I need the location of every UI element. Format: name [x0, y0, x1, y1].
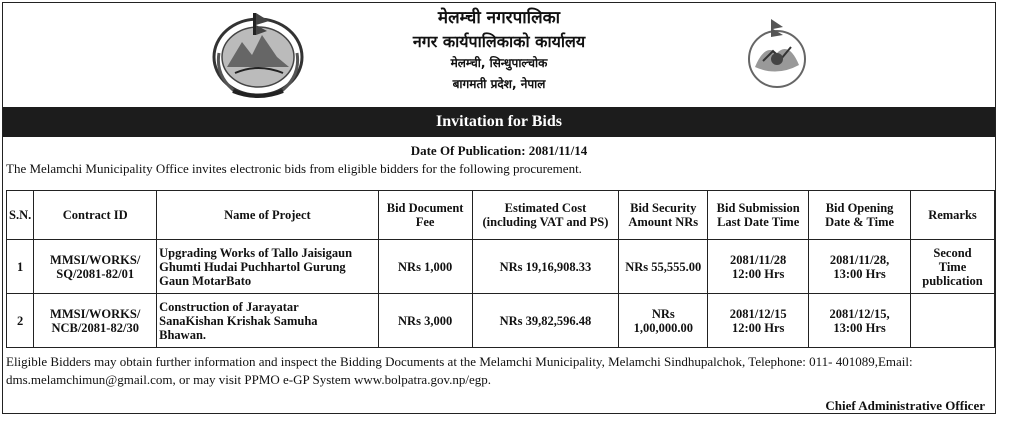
table-header-row	[7, 191, 995, 240]
cell-security	[619, 294, 708, 348]
header-security-line: Amount NRs	[628, 215, 699, 229]
header-cost	[472, 191, 619, 240]
office-name: नगर कार्यपालिकाको कार्यालय	[412, 32, 586, 51]
footer-line: Eligible Bidders may obtain further information and inspect the Bidding Documents at the Melamchi Municipality, Melamchi Sindhupalchok, Telephone: 011- 401089,Email:	[6, 354, 913, 369]
table-row	[7, 240, 995, 294]
header-fee-line: Bid Document	[386, 201, 464, 215]
office-location: मेलम्ची, सिन्धुपाल्चोक	[450, 56, 548, 70]
bids-table	[6, 190, 995, 348]
cell-submission	[708, 240, 809, 294]
header-opening-line: Date & Time	[825, 215, 895, 229]
cell-line: Ghumti Hudai Puchhartol Gurung	[159, 259, 346, 274]
header-submission-line: Bid Submission	[716, 201, 800, 215]
header-security	[619, 191, 708, 240]
cell-line: Bhawan.	[159, 327, 207, 342]
cell-line: 1,00,000.00	[633, 320, 693, 335]
cell-line: Time	[938, 259, 967, 274]
cell-line: 2081/11/28	[730, 252, 787, 267]
cell-line: Gaun MotarBato	[159, 273, 252, 288]
header-cost-line: Estimated Cost	[504, 201, 587, 215]
header-opening-line: Bid Opening	[825, 201, 894, 215]
banner-title: Invitation for Bids	[3, 107, 995, 137]
municipality-logo-icon	[741, 13, 813, 97]
footer-text	[6, 353, 994, 389]
cell-line: SanaKishan Krishak Samuha	[159, 313, 318, 328]
header-sn: S.N.	[7, 191, 34, 240]
header-fee-line: Fee	[415, 215, 435, 229]
cell-remarks	[911, 240, 995, 294]
cell-security	[619, 240, 708, 294]
header-submission	[708, 191, 809, 240]
header-security-line: Bid Security	[630, 201, 697, 215]
cell-contract-id	[34, 240, 157, 294]
cell-line: 12:00 Hrs	[731, 320, 785, 335]
cell-line: 13:00 Hrs	[833, 266, 886, 281]
cell-line: Construction of Jarayatar	[159, 299, 299, 314]
cell-line: Second	[933, 245, 972, 260]
cell-sn: 2	[7, 294, 34, 348]
cell-fee: NRs 1,000	[378, 240, 472, 294]
header-cost-line: (including VAT and PS)	[482, 215, 609, 229]
cell-submission	[708, 294, 809, 348]
header-remarks: Remarks	[911, 191, 995, 240]
cell-line: SQ/2081-82/01	[56, 266, 135, 281]
header-contract-id: Contract ID	[34, 191, 157, 240]
cell-project	[157, 294, 379, 348]
header-opening	[809, 191, 911, 240]
cell-line: 2081/11/28,	[829, 252, 890, 267]
footer-line: dms.melamchimun@gmail.com, or may visit PPMO e-GP System www.bolpatra.gov.np/egp.	[6, 372, 491, 387]
header-fee	[378, 191, 472, 240]
bid-notice	[2, 2, 996, 414]
cell-line: NRs	[651, 306, 675, 321]
municipality-name: मेलम्ची नगरपालिका	[437, 8, 561, 28]
cell-line: MMSI/WORKS/	[50, 306, 141, 321]
cell-line: 13:00 Hrs	[833, 320, 886, 335]
cell-project	[157, 240, 379, 294]
cell-opening	[809, 294, 911, 348]
cell-line: NRs 55,555.00	[625, 259, 702, 274]
table-row	[7, 294, 995, 348]
office-province: बागमती प्रदेश, नेपाल	[452, 77, 546, 91]
header-project: Name of Project	[157, 191, 379, 240]
cell-contract-id	[34, 294, 157, 348]
cell-cost: NRs 39,82,596.48	[472, 294, 619, 348]
notice-header	[3, 3, 995, 107]
cell-line: MMSI/WORKS/	[50, 252, 141, 267]
publication-date: Date Of Publication: 2081/11/14	[410, 143, 588, 158]
intro-text: The Melamchi Municipality Office invites electronic bids from eligible bidders for the following procurement.	[6, 161, 582, 176]
cell-line: 2081/12/15,	[829, 306, 890, 321]
cell-remarks	[911, 294, 995, 348]
cell-line: 12:00 Hrs	[731, 266, 785, 281]
signoff: Chief Administrative Officer	[825, 398, 985, 413]
header-submission-line: Last Date Time	[717, 215, 800, 229]
office-title	[3, 7, 995, 94]
cell-line: Upgrading Works of Tallo Jaisigaun	[159, 245, 353, 260]
cell-line: publication	[922, 273, 983, 288]
cell-opening	[809, 240, 911, 294]
cell-cost: NRs 19,16,908.33	[472, 240, 619, 294]
cell-line: NCB/2081-82/30	[51, 320, 139, 335]
cell-sn: 1	[7, 240, 34, 294]
cell-fee: NRs 3,000	[378, 294, 472, 348]
cell-line: 2081/12/15	[729, 306, 787, 321]
